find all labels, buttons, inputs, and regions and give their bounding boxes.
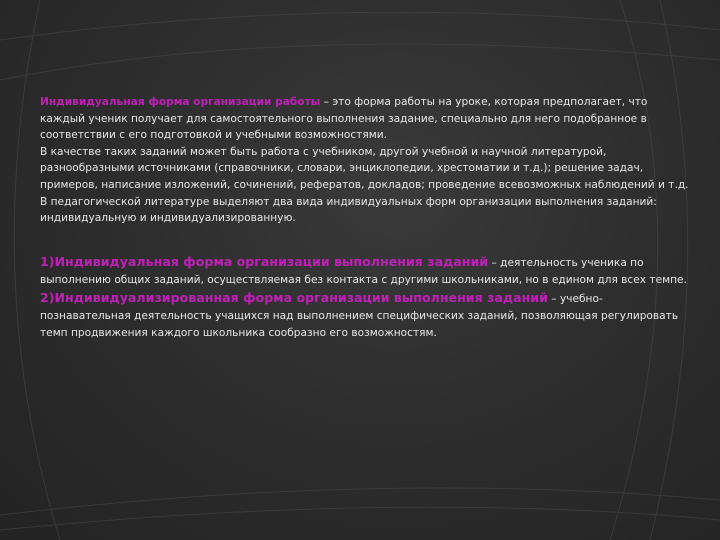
types-paragraph: В педагогической литературе выделяют два вида индивидуальных форм организации выполнения заданий: индивидуальную и индивидуализированную.	[40, 195, 657, 225]
slide-text	[40, 94, 690, 342]
type-two-paragraph	[40, 289, 690, 342]
definition-paragraph	[40, 94, 690, 144]
examples-paragraph: В качестве таких заданий может быть работа с учебником, другой учебной и научной литературой, разнообразными источниками (справочники, словари, энциклопедии, хрестоматии и т.д.); решение задач, примеров, написание изложений, сочинений, рефератов, докладов; проведение всевозможных наблюдений и т.д.	[40, 145, 689, 191]
type-one-paragraph	[40, 253, 690, 289]
type-one-term: 1)Индивидуальная форма организации выполнения заданий	[40, 253, 489, 269]
spacer	[40, 227, 690, 253]
type-two-term: 2)Индивидуализированная форма организации выполнения заданий	[40, 289, 548, 305]
type-two-text: – учебно-познавательная деятельность учащихся над выполнением специфических заданий, позволяющая регулировать темп продвижения каждого школьника сообразно его возможностям.	[40, 292, 679, 339]
type-one-text: – деятельность ученика по выполнению общих заданий, осуществляемая без контакта с другими школьниками, но в едином для всех темпе.	[40, 256, 687, 286]
definition-term: Индивидуальная форма организации работы	[40, 96, 321, 108]
definition-text: – это форма работы на уроке, которая предполагает, что каждый ученик получает для самостоятельного выполнения задание, специально для него подобранное в соответствии с его подготовкой и учебными возможностями.	[40, 96, 648, 142]
